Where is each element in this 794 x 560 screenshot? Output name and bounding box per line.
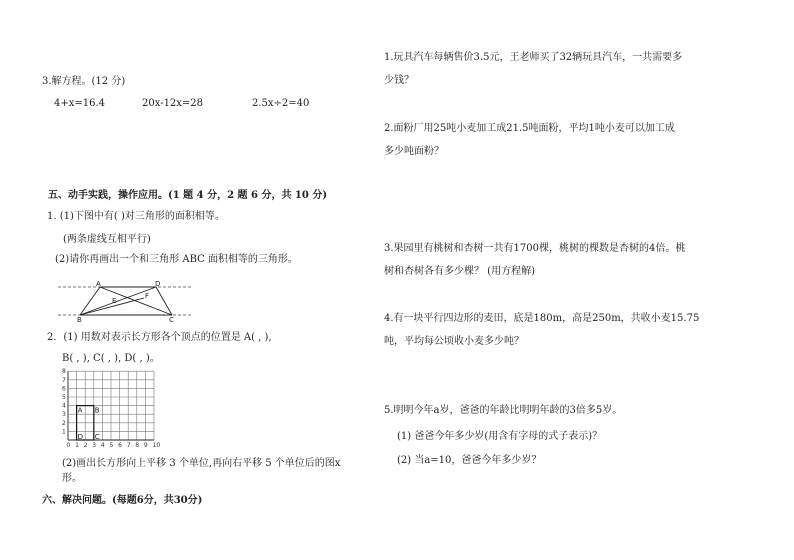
equation-2: 20x-12x=28 <box>142 98 204 109</box>
word-problem-3-a: 3.果园里有桃树和杏树一共有1700棵，桃树的棵数是杏树的4倍。桃 <box>384 243 686 254</box>
vertex-label-B: B <box>94 406 100 415</box>
vertex-label-A: A <box>77 406 83 415</box>
word-problem-3-b: 树和杏树各有多少棵？ (用方程解) <box>384 266 535 277</box>
problem-2-part-2b: 形。 <box>62 473 82 484</box>
y-tick-label: 7 <box>62 376 66 384</box>
x-tick-label: 9 <box>143 442 148 449</box>
word-problem-2-b: 多少吨面粉？ <box>384 146 444 157</box>
word-problem-4-b: 吨，平均每公顷收小麦多少吨？ <box>384 336 524 347</box>
x-tick-label: 1 <box>75 442 79 449</box>
y-tick-label: 1 <box>62 428 66 436</box>
word-problem-5-a: 5.明明今年a岁，爸爸的年龄比明明年龄的3倍多5岁。 <box>384 405 623 416</box>
problem-2-line-2: B( , ), C( , ), D( , )。 <box>62 353 160 364</box>
y-tick-label: 3 <box>62 411 66 419</box>
x-tick-label: 4 <box>100 442 105 449</box>
y-tick-label: 5 <box>62 394 66 401</box>
coordinate-grid <box>58 366 170 448</box>
word-problem-2-a: 2.面粉厂用25吨小麦加工成21.5吨面粉，平均1吨小麦可以加工成 <box>384 123 675 134</box>
triangle-figure <box>58 280 218 324</box>
problem-1-note: (两条虚线互相平行) <box>63 234 151 245</box>
equation-1: 4+x=16.4 <box>54 98 106 109</box>
label-B: B <box>77 316 82 324</box>
equation-3: 2.5x÷2=40 <box>252 98 310 109</box>
section-5-title: 五、动手实践，操作应用。(1 题 4 分，2 题 6 分，共 10 分) <box>48 190 328 201</box>
y-tick-label: 8 <box>62 368 66 376</box>
x-tick-label: 0 <box>66 442 71 449</box>
x-tick-label: 7 <box>126 442 131 449</box>
word-problem-5-sub-1: (1) 爸爸今年多少岁(用含有字母的式子表示)？ <box>397 431 603 442</box>
label-A: A <box>96 280 101 288</box>
x-tick-label: 6 <box>118 442 122 449</box>
q3-title: 3.解方程。(12 分) <box>42 76 126 87</box>
y-tick-label: 2 <box>62 419 66 427</box>
section-6-title: 六、解决问题。(每题6分，共30分) <box>42 495 203 506</box>
x-tick-label: 5 <box>109 442 114 449</box>
word-problem-1-b: 少钱？ <box>384 75 414 86</box>
label-D: D <box>155 280 161 288</box>
x-tick-label: 2 <box>83 442 88 449</box>
problem-1-part-1: 1. (1)下图中有( )对三角形的面积相等。 <box>47 211 225 222</box>
word-problem-1-a: 1.玩具汽车每辆售价3.5元，王老师买了32辆玩具汽车，一共需要多 <box>384 52 683 63</box>
problem-2-line-1: 2．(1) 用数对表示长方形各个顶点的位置是 A( , ), <box>47 332 272 343</box>
label-C: C <box>169 316 174 324</box>
y-tick-label: 6 <box>62 385 66 393</box>
problem-1-part-2: (2)请你再画出一个和三角形 ABC 面积相等的三角形。 <box>55 254 298 265</box>
word-problem-4-a: 4.有一块平行四边形的麦田，底是180m，高是250m，共收小麦15.75 <box>384 313 700 324</box>
vertex-label-C: C <box>94 433 100 441</box>
label-F: F <box>145 292 150 300</box>
vertex-label-D: D <box>77 433 83 441</box>
problem-2-part-2a: (2)画出长方形向上平移 3 个单位,再向右平移 5 个单位后的图x <box>62 458 341 469</box>
x-tick-label: 3 <box>92 442 97 449</box>
word-problem-5-sub-2: (2) 当a=10，爸爸今年多少岁？ <box>397 455 542 466</box>
x-tick-label: 8 <box>135 442 140 449</box>
x-tick-label: 10 <box>152 442 161 449</box>
label-E: E <box>112 297 117 305</box>
y-tick-label: 4 <box>62 402 66 410</box>
